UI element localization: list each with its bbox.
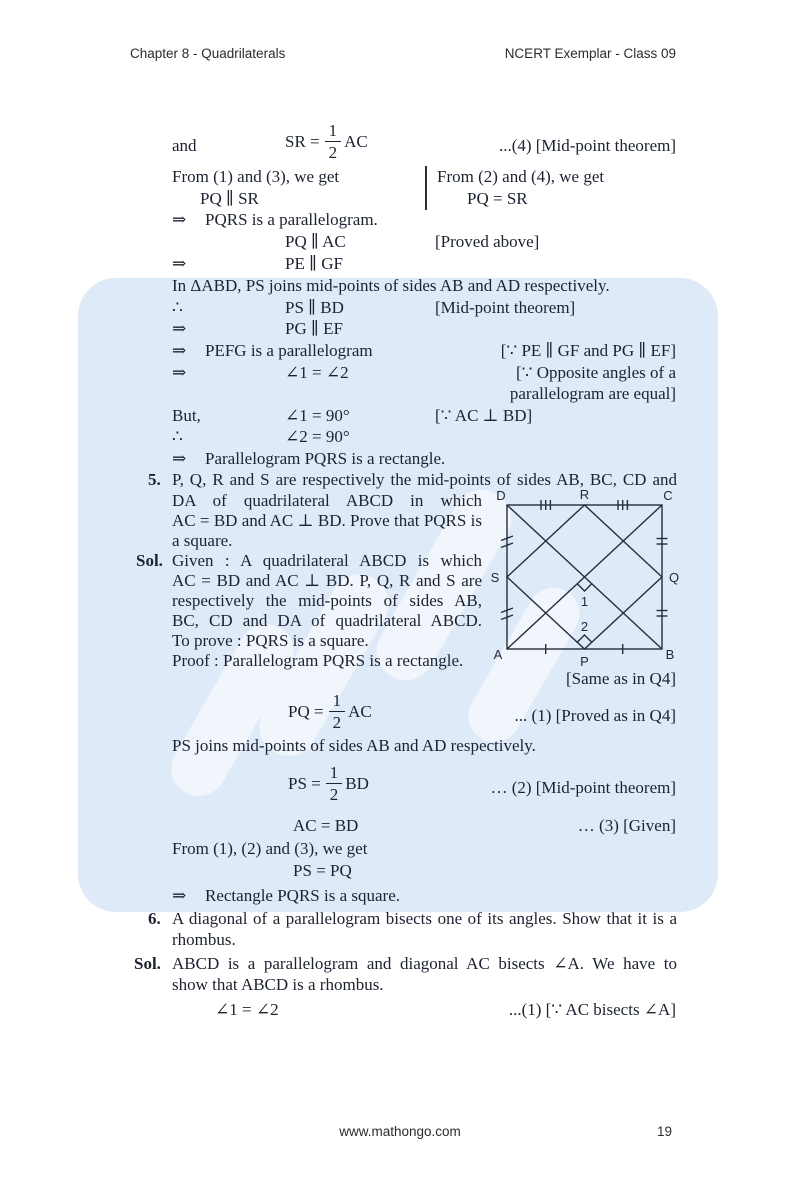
fraction-one-half: $\frac{1}{2}$ [329,692,346,731]
footer-page-number: 19 [656,1124,672,1139]
implies-icon: ⇒ [172,341,187,360]
solution5-eq2 [288,764,369,803]
solution5-line3: respectively the mid-points of sides AB, [172,591,482,610]
proof4-angle1-eq-angle2: ∠1 = ∠2 [285,363,349,382]
fraction-one-half: $\frac{1}{2}$ [325,122,342,161]
solution5-toprove: To prove : PQRS is a square. [172,631,369,650]
proof4-eq4 [285,122,368,161]
solution5-conclusion: Rectangle PQRS is a square. [205,886,400,905]
solution5-eq1-note: ... (1) [Proved as in Q4] [514,706,676,725]
proof4-and-label: and [172,136,197,155]
solution5-from-line: From (1), (2) and (3), we get [172,839,368,858]
question5-line3: AC = BD and AC ⊥ BD. Prove that PQRS is [172,511,482,530]
solution5-ps-eq-pq: PS = PQ [293,861,352,880]
question6-line2: rhombus. [172,930,236,949]
proof4-pefg-note: [∵ PE ∥ GF and PG ∥ EF] [500,341,676,360]
proof4-ps-par-bd: PS ∥ BD [285,298,344,317]
eq4-rhs: AC [344,132,368,151]
proof4-ac-perp-bd-note: [∵ AC ⊥ BD] [435,406,533,425]
proof4-pq-eq-sr: PQ = SR [467,189,528,208]
vertex-label-B: B [665,647,675,662]
eq1-lhs: PQ = [288,702,324,721]
header-book-title: NCERT Exemplar - Class 09 [504,46,676,61]
proof4-pe-par-gf: PE ∥ GF [285,254,343,273]
implies-icon: ⇒ [172,319,187,338]
proof4-proved-above-note: [Proved above] [435,232,540,251]
right-angle-mark-1 [578,584,592,591]
solution5-line4: BC, CD and DA of quadrilateral ABCD. [172,611,482,630]
eq1-rhs: AC [348,702,372,721]
proof4-rectangle-conclusion: Parallelogram PQRS is a rectangle. [205,449,446,468]
solution5-eq1 [288,692,372,731]
question6-line1: A diagonal of a parallelogram bisects one of its angles. Show that it is a [172,909,677,928]
fraction-one-half: $\frac{1}{2}$ [326,764,343,803]
vertex-label-C: C [663,488,673,503]
right-angle-mark-2 [578,635,592,642]
solution5-label: Sol. [136,551,163,570]
solution6-label: Sol. [134,954,161,973]
header-chapter-title: Chapter 8 - Quadrilaterals [130,46,286,61]
question5-line4: a square. [172,531,233,550]
proof4-angle1-90: ∠1 = 90° [285,406,350,425]
eq2-lhs: PS = [288,774,321,793]
solution5-eq3-note: … (3) [Given] [577,816,676,835]
proof4-pq-par-sr: PQ ∥ SR [200,189,259,208]
same-as-q4-note: [Same as in Q4] [565,669,676,688]
solution5-eq2-note: … (2) [Mid-point theorem] [490,778,676,797]
eq4-lhs: SR = [285,132,320,151]
proof4-from13: From (1) and (3), we get [172,167,340,186]
vertex-label-P: P [580,654,589,669]
footer-site-url: www.mathongo.com [339,1124,461,1139]
vertex-label-A: A [493,647,503,662]
vertex-label-Q: Q [668,570,680,585]
vertex-label-D: D [496,488,506,503]
implies-icon: ⇒ [172,210,187,229]
eq2-rhs: BD [345,774,369,793]
implies-icon: ⇒ [172,363,187,382]
angle-label-1: 1 [580,594,589,609]
solution5-proof: Proof : Parallelogram PQRS is a rectangle. [172,651,464,670]
question5-line1: P, Q, R and S are respectively the mid-points of sides AB, BC, CD and [172,470,677,489]
proof4-but-label: But, [172,406,201,425]
column-divider [425,166,427,210]
angle-label-2: 2 [580,619,589,634]
solution6-line1: ABCD is a parallelogram and diagonal AC bisects ∠A. We have to [172,954,677,973]
proof4-pefg-parallelogram: PEFG is a parallelogram [205,341,373,360]
solution5-line2: AC = BD and AC ⊥ BD. P, Q, R and S are [172,571,482,590]
proof4-eq4-note: ...(4) [Mid-point theorem] [498,136,676,155]
figure-svg [484,486,684,678]
therefore-icon: ∴ [172,427,183,446]
vertex-label-R: R [579,487,590,502]
solution5-line1: Given : A quadrilateral ABCD is which [172,551,482,570]
implies-icon: ⇒ [172,886,187,905]
implies-icon: ⇒ [172,449,187,468]
proof4-midpoint-note: [Mid-point theorem] [435,298,576,317]
solution5-ps-line: PS joins mid-points of sides AB and AD respectively. [172,736,536,755]
question5-line2: DA of quadrilateral ABCD in which [172,491,482,510]
proof4-angle2-90: ∠2 = 90° [285,427,350,446]
question5-number: 5. [148,470,161,489]
proof4-opposite-angles-note: [∵ Opposite angles of a [516,363,676,382]
proof4-pqrs-parallelogram: PQRS is a parallelogram. [205,210,378,229]
solution6-line2: show that ABCD is a rhombus. [172,975,384,994]
solution6-eq1: ∠1 = ∠2 [215,1000,279,1019]
proof4-equal-note: parallelogram are equal] [509,384,676,403]
vertex-label-S: S [490,570,500,585]
question6-number: 6. [148,909,161,928]
therefore-icon: ∴ [172,298,183,317]
figure-quadrilateral-abcd [484,486,684,678]
proof4-pq-par-ac: PQ ∥ AC [285,232,346,251]
solution5-eq3: AC = BD [293,816,359,835]
implies-icon: ⇒ [172,254,187,273]
proof4-pg-par-ef: PG ∥ EF [285,319,343,338]
proof4-in-abd-line: In ΔABD, PS joins mid-points of sides AB and AD respectively. [172,276,610,295]
solution6-eq1-note: ...(1) [∵ AC bisects ∠A] [508,1000,676,1019]
proof4-from24: From (2) and (4), we get [437,167,605,186]
